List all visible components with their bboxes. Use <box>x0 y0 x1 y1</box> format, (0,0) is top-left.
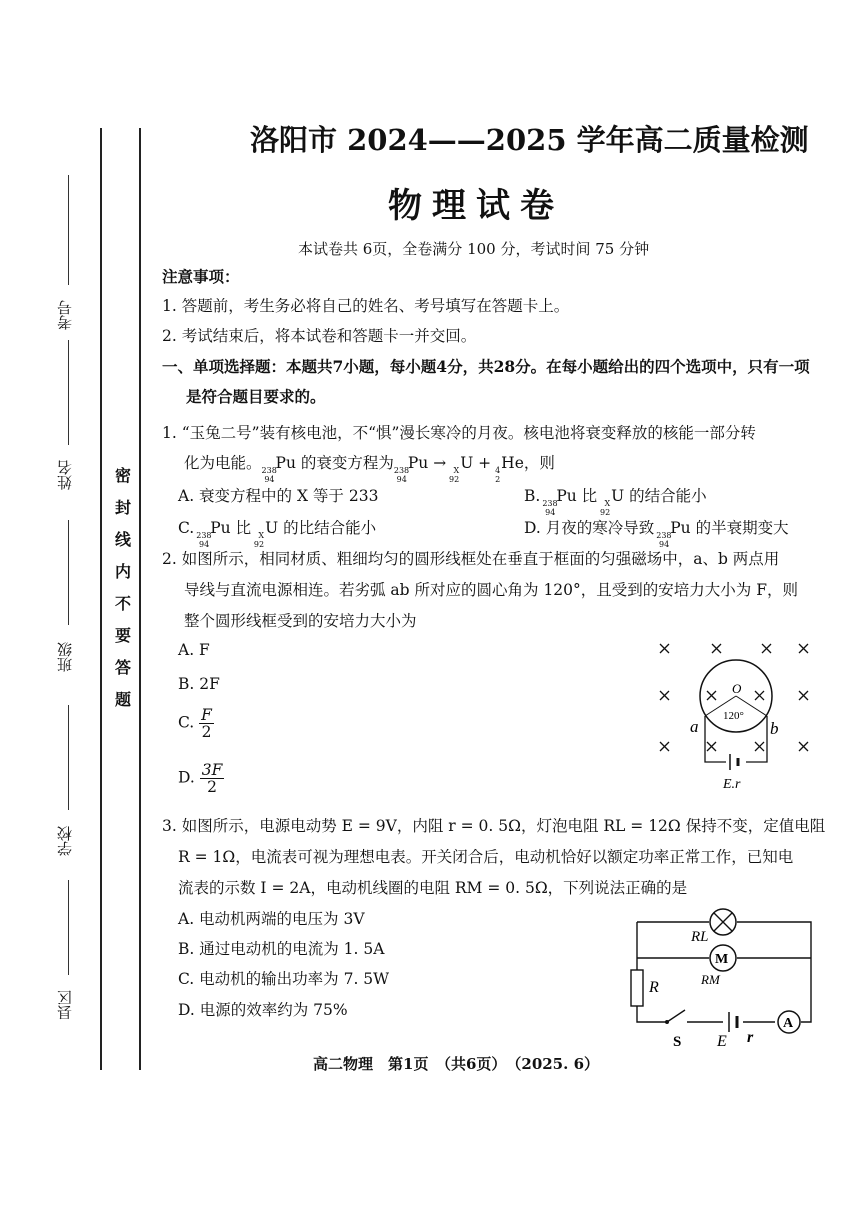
motor-symbol: M <box>715 952 729 967</box>
note-item-1: 1. 答题前，考生务必将自己的姓名、考号填写在答题卡上。 <box>162 297 570 315</box>
q3-option-d: D. 电源的效率约为 75% <box>178 1001 348 1019</box>
motor-resistance-label: RM <box>701 972 720 987</box>
label-district: 县区 <box>56 990 74 1020</box>
motor-icon <box>710 945 736 971</box>
q2-option-b: B. 2F <box>178 675 220 693</box>
notes-heading: 注意事项： <box>162 267 240 286</box>
q2-option-d: D. $\frac{3F}{2}$ <box>178 761 223 796</box>
label-class: 班级 <box>56 642 74 672</box>
q3-stem-line2: R = 1Ω，电流表可视为理想电表。开关闭合后，电动机恰好以额定功率正常工作，已知电 <box>178 848 794 866</box>
margin-rule-left <box>100 128 102 1070</box>
q3-circuit-figure <box>625 902 825 1052</box>
emf-label: E <box>717 1033 727 1050</box>
label-name: 姓名 <box>56 460 74 490</box>
q1-option-d: D. 月夜的寒冷导致 238 94 Pu 的半衰期变大 <box>524 519 789 549</box>
point-b-label: b <box>770 719 779 738</box>
section1-heading: 一、单项选择题：本题共7小题，每小题4分，共28分。在每小题给出的四个选项中，只有一项 <box>162 357 810 376</box>
q3-option-b: B. 通过电动机的电流为 1. 5A <box>178 940 385 958</box>
ammeter-symbol: A <box>783 1016 794 1031</box>
switch-contact <box>665 1020 669 1024</box>
blank-district <box>68 880 69 975</box>
subject-title: 物理试卷 <box>388 186 564 226</box>
q2-option-a: A. F <box>178 641 210 659</box>
blank-name <box>68 340 69 445</box>
internal-resistance-label: r <box>747 1029 754 1046</box>
source-label: E.r <box>723 777 741 792</box>
blank-exam-number <box>68 175 69 285</box>
q1-stem-line1: 1. “玉兔二号”装有核电池，不“惧”漫长寒冷的月夜。核电池将衰变释放的核能一部分转 <box>162 424 756 442</box>
q2-option-c: C. $\frac{F}{2}$ <box>178 706 212 741</box>
q1-stem-line2: 化为电能。 238 94 Pu 的衰变方程为 238 94 Pu → X 92 U + 4 2 He，则 <box>184 454 555 484</box>
lamp-label: RL <box>691 929 709 945</box>
label-exam-number: 考号 <box>56 300 74 330</box>
switch-label: S <box>673 1034 682 1050</box>
q2-stem-line1: 2. 如图所示，相同材质、粗细均匀的圆形线框处在垂直于框面的匀强磁场中，a、b 两点用 <box>162 550 780 568</box>
q2-magnetic-field-figure <box>650 636 820 806</box>
q1-option-c: C. 238 94 Pu 比 X 92 U 的比结合能小 <box>178 519 377 549</box>
center-label: O <box>732 681 742 696</box>
q2-stem-line3: 整个圆形线框受到的安培力大小为 <box>184 612 417 630</box>
note-item-2: 2. 考试结束后，将本试卷和答题卡一并交回。 <box>162 327 477 345</box>
q1-option-b: B. 238 94 Pu 比 X 92 U 的结合能小 <box>524 487 707 517</box>
ammeter-icon <box>778 1011 800 1033</box>
page-footer: 高二物理 第1页 （共6页） （2025. 6） <box>313 1055 600 1073</box>
q3-option-c: C. 电动机的输出功率为 7. 5W <box>178 970 390 988</box>
seal-notice: 密 封 线 内 不 要 答 题 <box>114 466 131 709</box>
q3-stem-line1: 3. 如图所示，电源电动势 E = 9V，内阻 r = 0. 5Ω，灯泡电阻 RL = 12Ω 保持不变，定值电阻 <box>162 817 826 835</box>
resistor-label: R <box>649 979 659 996</box>
exam-info: 本试卷共 6页，全卷满分 100 分，考试时间 75 分钟 <box>298 240 650 258</box>
margin-rule-right <box>139 128 141 1070</box>
blank-school <box>68 705 69 810</box>
resistor-R <box>631 970 643 1006</box>
blank-class <box>68 520 69 625</box>
angle-label: 120° <box>723 710 744 722</box>
q1-option-a: A. 衰变方程中的 X 等于 233 <box>178 487 379 505</box>
q3-stem-line3: 流表的示数 I = 2A，电动机线圈的电阻 RM = 0. 5Ω，下列说法正确的是 <box>178 879 688 897</box>
page-title: 洛阳市 2024——2025 学年高二质量检测 <box>250 123 809 157</box>
q3-option-a: A. 电动机两端的电压为 3V <box>178 910 365 928</box>
section1-heading-cont: 是符合题目要求的。 <box>186 387 326 406</box>
point-a-label: a <box>690 717 699 736</box>
q2-stem-line2: 导线与直流电源相连。若劣弧 ab 所对应的圆心角为 120°，且受到的安培力大小为 F，则 <box>184 581 798 599</box>
label-school: 学校 <box>56 826 74 856</box>
lamp-icon <box>710 909 736 935</box>
